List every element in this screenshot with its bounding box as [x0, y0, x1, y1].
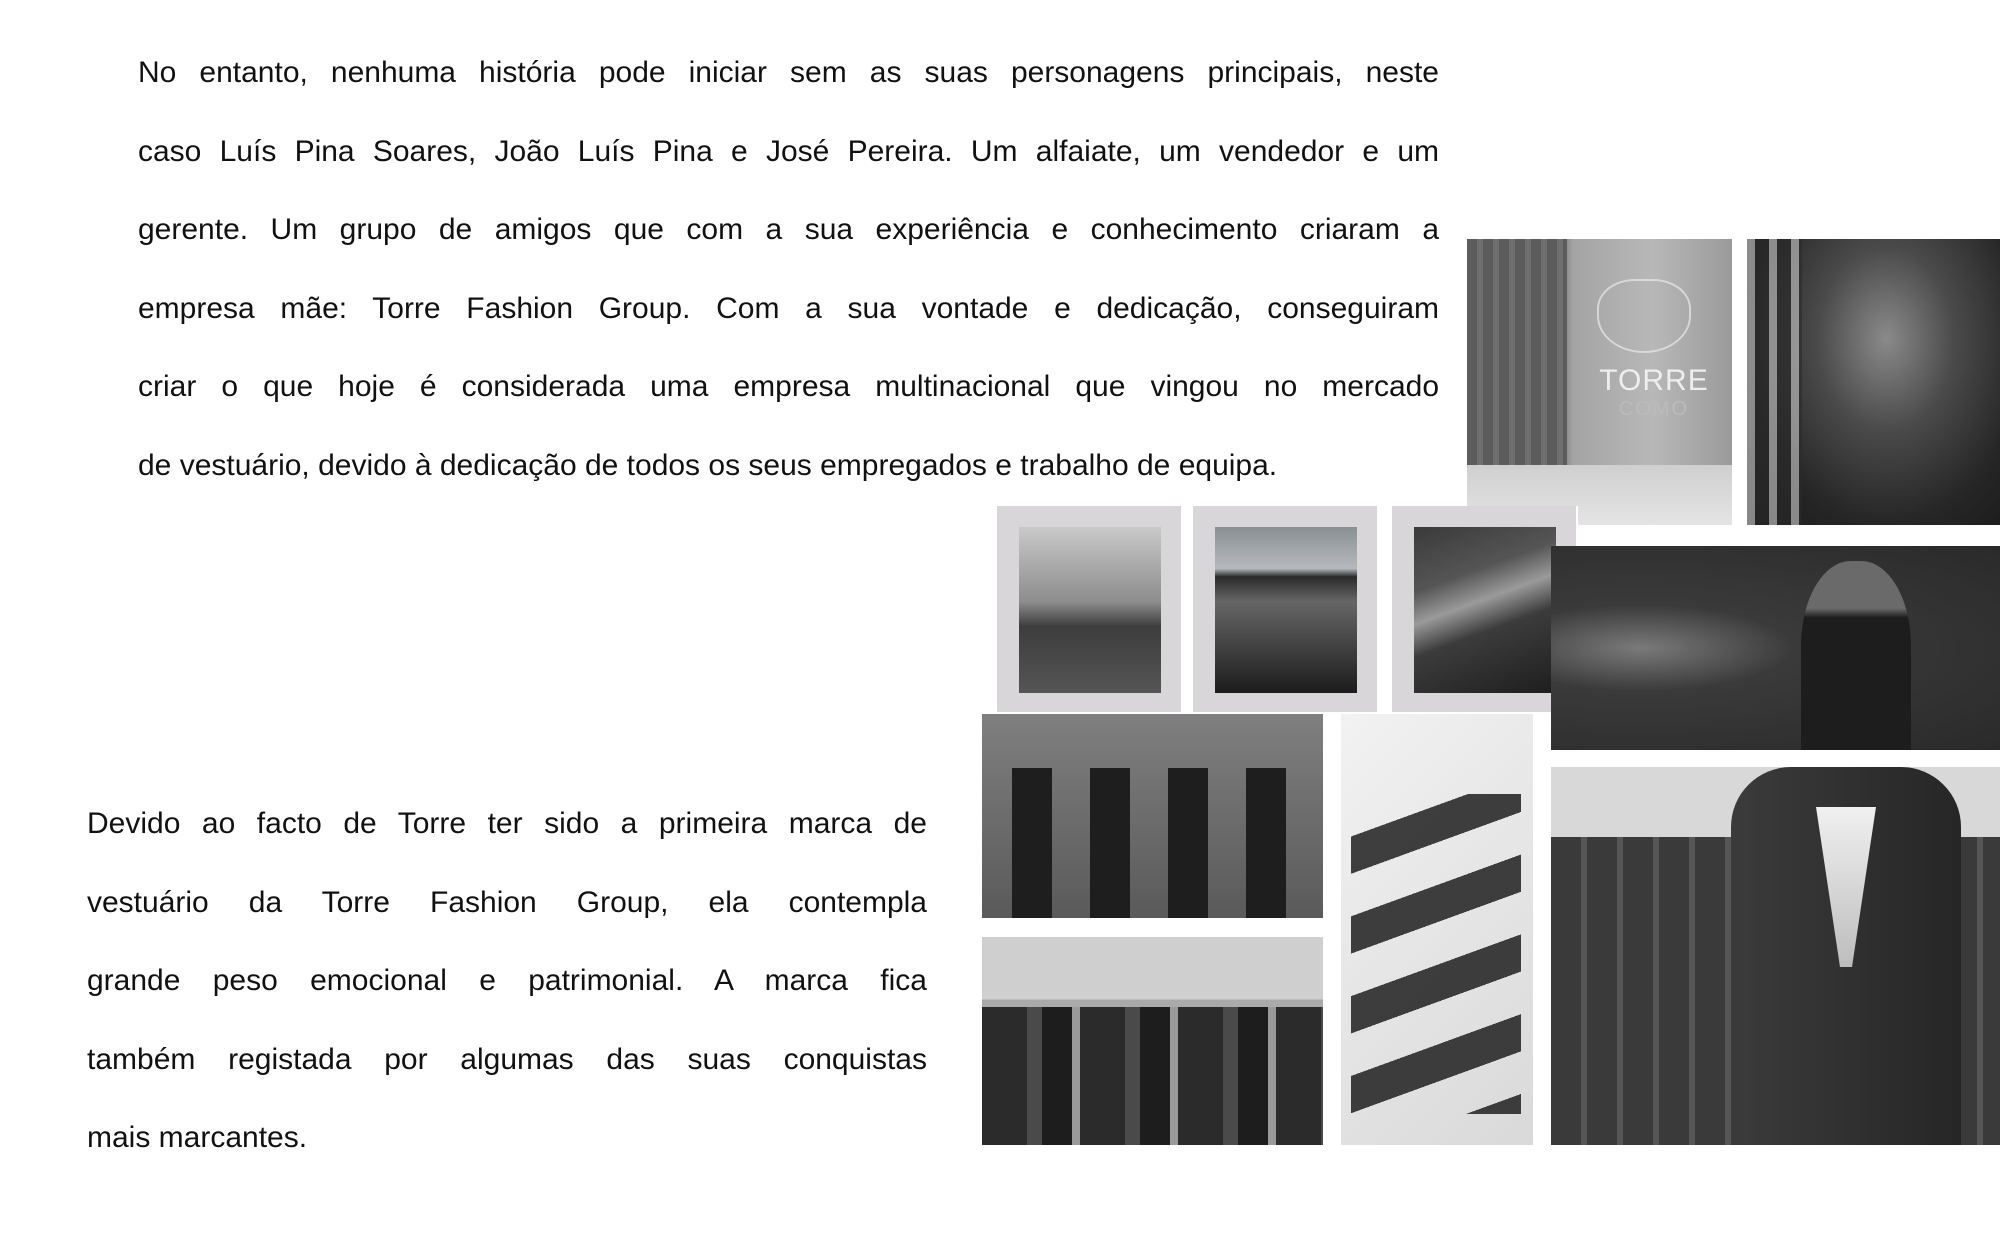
suit-rack-photo — [982, 937, 1323, 1145]
text-line: também registada por algumas das suas conquistas — [87, 1042, 927, 1076]
text-line: mais marcantes. — [87, 1121, 308, 1154]
store-logo — [1579, 364, 1729, 421]
photo-frame — [1193, 506, 1377, 712]
model-room-photo — [1551, 546, 2000, 750]
text-line: criar o que hoje é considerada uma empresa multinacional que vingou no mercado — [138, 370, 1439, 403]
model-window-photo — [1747, 239, 2000, 525]
text-line: Devido ao facto de Torre ter sido a primeira marca de — [87, 807, 927, 840]
factory-photo — [1414, 527, 1556, 693]
ruins-photo — [1019, 527, 1161, 693]
logo-city: COMO — [1618, 398, 1690, 420]
text-line: grande peso emocional e patrimonial. A marca fica — [87, 964, 927, 997]
jacket-mannequin-photo — [1551, 767, 2000, 1145]
photo-frame — [1392, 506, 1576, 712]
text-line: caso Luís Pina Soares, João Luís Pina e José Pereira. Um alfaiate, um vendedor e um — [138, 134, 1439, 168]
intro-paragraph — [138, 34, 1439, 505]
text-line: vestuário da Torre Fashion Group, ela contempla — [87, 885, 927, 919]
text-line: empresa mãe: Torre Fashion Group. Com a sua vontade e dedicação, conseguiram — [138, 291, 1439, 325]
text-line: No entanto, nenhuma história pode iniciar sem as suas personagens principais, neste — [138, 56, 1439, 89]
text-line: gerente. Um grupo de amigos que com a sua experiência e conhecimento criaram a — [138, 213, 1439, 246]
shoes-photo — [1341, 714, 1533, 1145]
group-photo — [982, 714, 1323, 918]
brand-paragraph — [87, 785, 927, 1178]
logo-brand: TORRE — [1599, 364, 1709, 397]
photo-frame — [997, 506, 1181, 712]
village-photo — [1215, 527, 1357, 693]
heritage-photo-strip — [995, 506, 1578, 714]
store-photo — [1467, 239, 1732, 525]
text-line: de vestuário, devido à dedicação de todos os seus empregados e trabalho de equipa. — [138, 448, 1278, 482]
